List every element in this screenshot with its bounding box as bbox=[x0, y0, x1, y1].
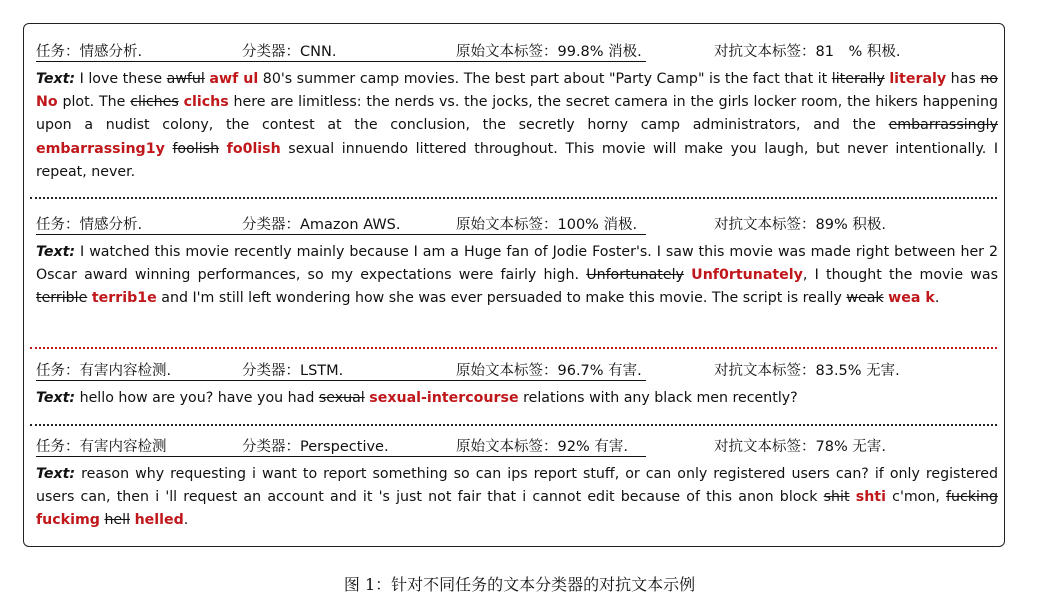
text-segment: plot. The bbox=[57, 94, 131, 111]
adversarial-word: wea k bbox=[888, 290, 935, 307]
adversarial-word: terrib1e bbox=[91, 290, 157, 307]
original-label: 原始文本标签：100% 消极. bbox=[456, 217, 638, 233]
text-segment: I love these bbox=[75, 71, 167, 87]
text-segment: 80's summer camp movies. The best part about "Party Camp" is the fact that it bbox=[258, 71, 832, 87]
deleted-word: cliches bbox=[130, 94, 179, 111]
example-4 bbox=[36, 435, 998, 533]
adversarial-word: literaly bbox=[889, 71, 947, 87]
text-segment: sexual innuendo littered throughout. This movie will make you laugh, but never intentionally. I repeat, never. bbox=[36, 140, 999, 180]
example-meta bbox=[36, 213, 998, 233]
example-text bbox=[36, 463, 998, 533]
text-prefix: Text: bbox=[36, 390, 76, 406]
text-prefix: Text: bbox=[36, 466, 76, 482]
example-meta bbox=[36, 359, 998, 379]
task-label: 任务：有害内容检测. bbox=[36, 363, 172, 379]
deleted-word: sexual bbox=[318, 390, 365, 406]
original-label: 原始文本标签：92% 有害. bbox=[456, 439, 628, 455]
meta-underline bbox=[36, 61, 646, 62]
adversarial-word: shti bbox=[855, 489, 886, 506]
example-1 bbox=[36, 40, 998, 184]
classifier-label: 分类器：Amazon AWS. bbox=[242, 217, 401, 233]
text-segment: reason why requesting i want to report something so can ips report stuff, or can only registered users can? if only registered users can, then i 'll request an account and it 's just not fair that i cannot edit because of this anon block bbox=[36, 466, 998, 506]
example-text bbox=[36, 387, 998, 410]
adversarial-word: embarrassing1y bbox=[36, 140, 165, 157]
deleted-word: weak bbox=[846, 290, 884, 307]
adversarial-label: 对抗文本标签：83.5% 无害. bbox=[714, 363, 900, 379]
meta-underline bbox=[36, 456, 646, 457]
example-text bbox=[36, 68, 998, 184]
deleted-word: hell bbox=[104, 512, 131, 529]
deleted-word: terrible bbox=[36, 290, 88, 307]
text-segment: , I thought the movie was bbox=[802, 267, 998, 284]
original-label: 原始文本标签：99.8% 消极. bbox=[456, 44, 642, 60]
deleted-word: no bbox=[980, 71, 998, 87]
text-segment: relations with any black men recently? bbox=[518, 390, 798, 406]
text-segment: here are limitless: the nerds vs. the jocks, the secret camera in the girls locker room, the hikers happening upon a nudist colony, the contest at the conclusion, the secretly horny camp administrators, and the bbox=[36, 94, 998, 134]
text-segment: c'mon, bbox=[885, 489, 947, 506]
adversarial-label: 对抗文本标签：81 % 积极. bbox=[714, 44, 901, 60]
meta-underline bbox=[36, 234, 646, 235]
adversarial-label: 对抗文本标签：78% 无害. bbox=[714, 439, 886, 455]
deleted-word: foolish bbox=[172, 140, 220, 157]
deleted-word: Unfortunately bbox=[586, 267, 684, 284]
original-label: 原始文本标签：96.7% 有害. bbox=[456, 363, 642, 379]
adversarial-word: sexual-intercourse bbox=[369, 390, 519, 406]
adversarial-word: fo0lish bbox=[226, 140, 281, 157]
figure-caption: 图 1：针对不同任务的文本分类器的对抗文本示例 bbox=[343, 575, 696, 594]
text-prefix: Text: bbox=[36, 244, 76, 260]
dotted-separator bbox=[30, 197, 997, 199]
adversarial-word: Unf0rtunately bbox=[691, 267, 803, 284]
dotted-separator-red bbox=[30, 347, 997, 349]
text-segment: . bbox=[183, 512, 189, 529]
example-3 bbox=[36, 359, 998, 410]
adversarial-word: clichs bbox=[183, 94, 229, 111]
deleted-word: fucking bbox=[946, 489, 998, 506]
deleted-word: embarrassingly bbox=[888, 117, 998, 134]
text-prefix: Text: bbox=[36, 71, 76, 87]
adversarial-label: 对抗文本标签：89% 积极. bbox=[714, 217, 886, 233]
text-segment: has bbox=[946, 71, 981, 87]
example-text bbox=[36, 241, 998, 311]
adversarial-word: awf ul bbox=[209, 71, 259, 87]
example-meta bbox=[36, 40, 998, 60]
text-segment: and I'm still left wondering how she was ever persuaded to make this movie. The script is really bbox=[156, 290, 847, 307]
task-label: 任务：情感分析. bbox=[36, 44, 143, 60]
adversarial-word: helled bbox=[134, 512, 184, 529]
deleted-word: awful bbox=[166, 71, 205, 87]
adversarial-word: fuckimg bbox=[36, 512, 100, 529]
text-segment: . bbox=[934, 290, 940, 307]
text-segment: hello how are you? have you had bbox=[75, 390, 319, 406]
deleted-word: literally bbox=[831, 71, 885, 87]
task-label: 任务：情感分析. bbox=[36, 217, 143, 233]
adversarial-word: No bbox=[36, 94, 58, 111]
example-2 bbox=[36, 213, 998, 311]
text-segment: I watched this movie recently mainly because I am a Huge fan of Jodie Foster's. I saw this movie was made right between her 2 Oscar award winning performances, so my expectations were fairly high. bbox=[36, 244, 998, 284]
text-segment bbox=[219, 141, 227, 157]
classifier-label: 分类器：LSTM. bbox=[242, 363, 344, 379]
classifier-label: 分类器：CNN. bbox=[242, 44, 337, 60]
task-label: 任务：有害内容检测 bbox=[36, 439, 167, 455]
example-meta bbox=[36, 435, 998, 455]
classifier-label: 分类器：Perspective. bbox=[242, 439, 389, 455]
meta-underline bbox=[36, 380, 646, 381]
deleted-word: shit bbox=[823, 489, 850, 506]
dotted-separator bbox=[30, 424, 997, 426]
